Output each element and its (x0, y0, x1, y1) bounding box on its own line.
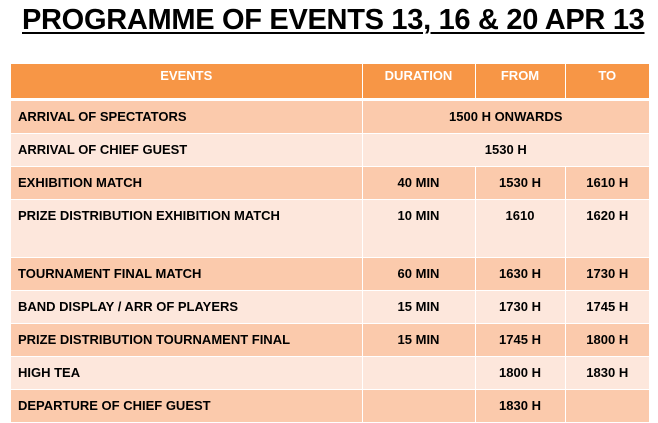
to-cell (565, 390, 649, 423)
event-cell: DEPARTURE OF CHIEF GUEST (11, 390, 362, 423)
duration-cell (362, 390, 475, 423)
to-cell: 1620 H (565, 200, 649, 258)
table-row (11, 100, 649, 134)
from-cell: 1830 H (475, 390, 565, 423)
table-row (11, 200, 649, 258)
from-cell: 1730 H (475, 291, 565, 324)
from-cell: 1610 (475, 200, 565, 258)
event-cell: HIGH TEA (11, 357, 362, 390)
event-cell: BAND DISPLAY / ARR OF PLAYERS (11, 291, 362, 324)
table-row (11, 258, 649, 291)
table-row (11, 390, 649, 423)
from-cell: 1800 H (475, 357, 565, 390)
event-cell: EXHIBITION MATCH (11, 167, 362, 200)
event-cell: PRIZE DISTRIBUTION EXHIBITION MATCH (11, 200, 362, 258)
table-header-row (11, 64, 649, 100)
to-cell: 1610 H (565, 167, 649, 200)
header-duration: DURATION (362, 64, 475, 100)
header-from: FROM (475, 64, 565, 100)
header-events: EVENTS (11, 64, 362, 100)
table-row (11, 167, 649, 200)
event-cell: ARRIVAL OF CHIEF GUEST (11, 134, 362, 167)
event-cell: PRIZE DISTRIBUTION TOURNAMENT FINAL (11, 324, 362, 357)
from-cell: 1530 H (475, 167, 565, 200)
time-cell: 1500 H ONWARDS (362, 100, 649, 134)
to-cell: 1830 H (565, 357, 649, 390)
table-row (11, 291, 649, 324)
duration-cell: 40 MIN (362, 167, 475, 200)
to-cell: 1745 H (565, 291, 649, 324)
table-row (11, 357, 649, 390)
to-cell: 1800 H (565, 324, 649, 357)
events-table (11, 64, 649, 423)
time-cell: 1530 H (362, 134, 649, 167)
duration-cell (362, 357, 475, 390)
table-row (11, 134, 649, 167)
page-title: PROGRAMME OF EVENTS 13, 16 & 20 APR 13 (22, 4, 645, 36)
from-cell: 1630 H (475, 258, 565, 291)
to-cell: 1730 H (565, 258, 649, 291)
header-to: TO (565, 64, 649, 100)
duration-cell: 60 MIN (362, 258, 475, 291)
table-row (11, 324, 649, 357)
duration-cell: 10 MIN (362, 200, 475, 258)
from-cell: 1745 H (475, 324, 565, 357)
event-cell: ARRIVAL OF SPECTATORS (11, 100, 362, 134)
event-cell: TOURNAMENT FINAL MATCH (11, 258, 362, 291)
duration-cell: 15 MIN (362, 324, 475, 357)
duration-cell: 15 MIN (362, 291, 475, 324)
